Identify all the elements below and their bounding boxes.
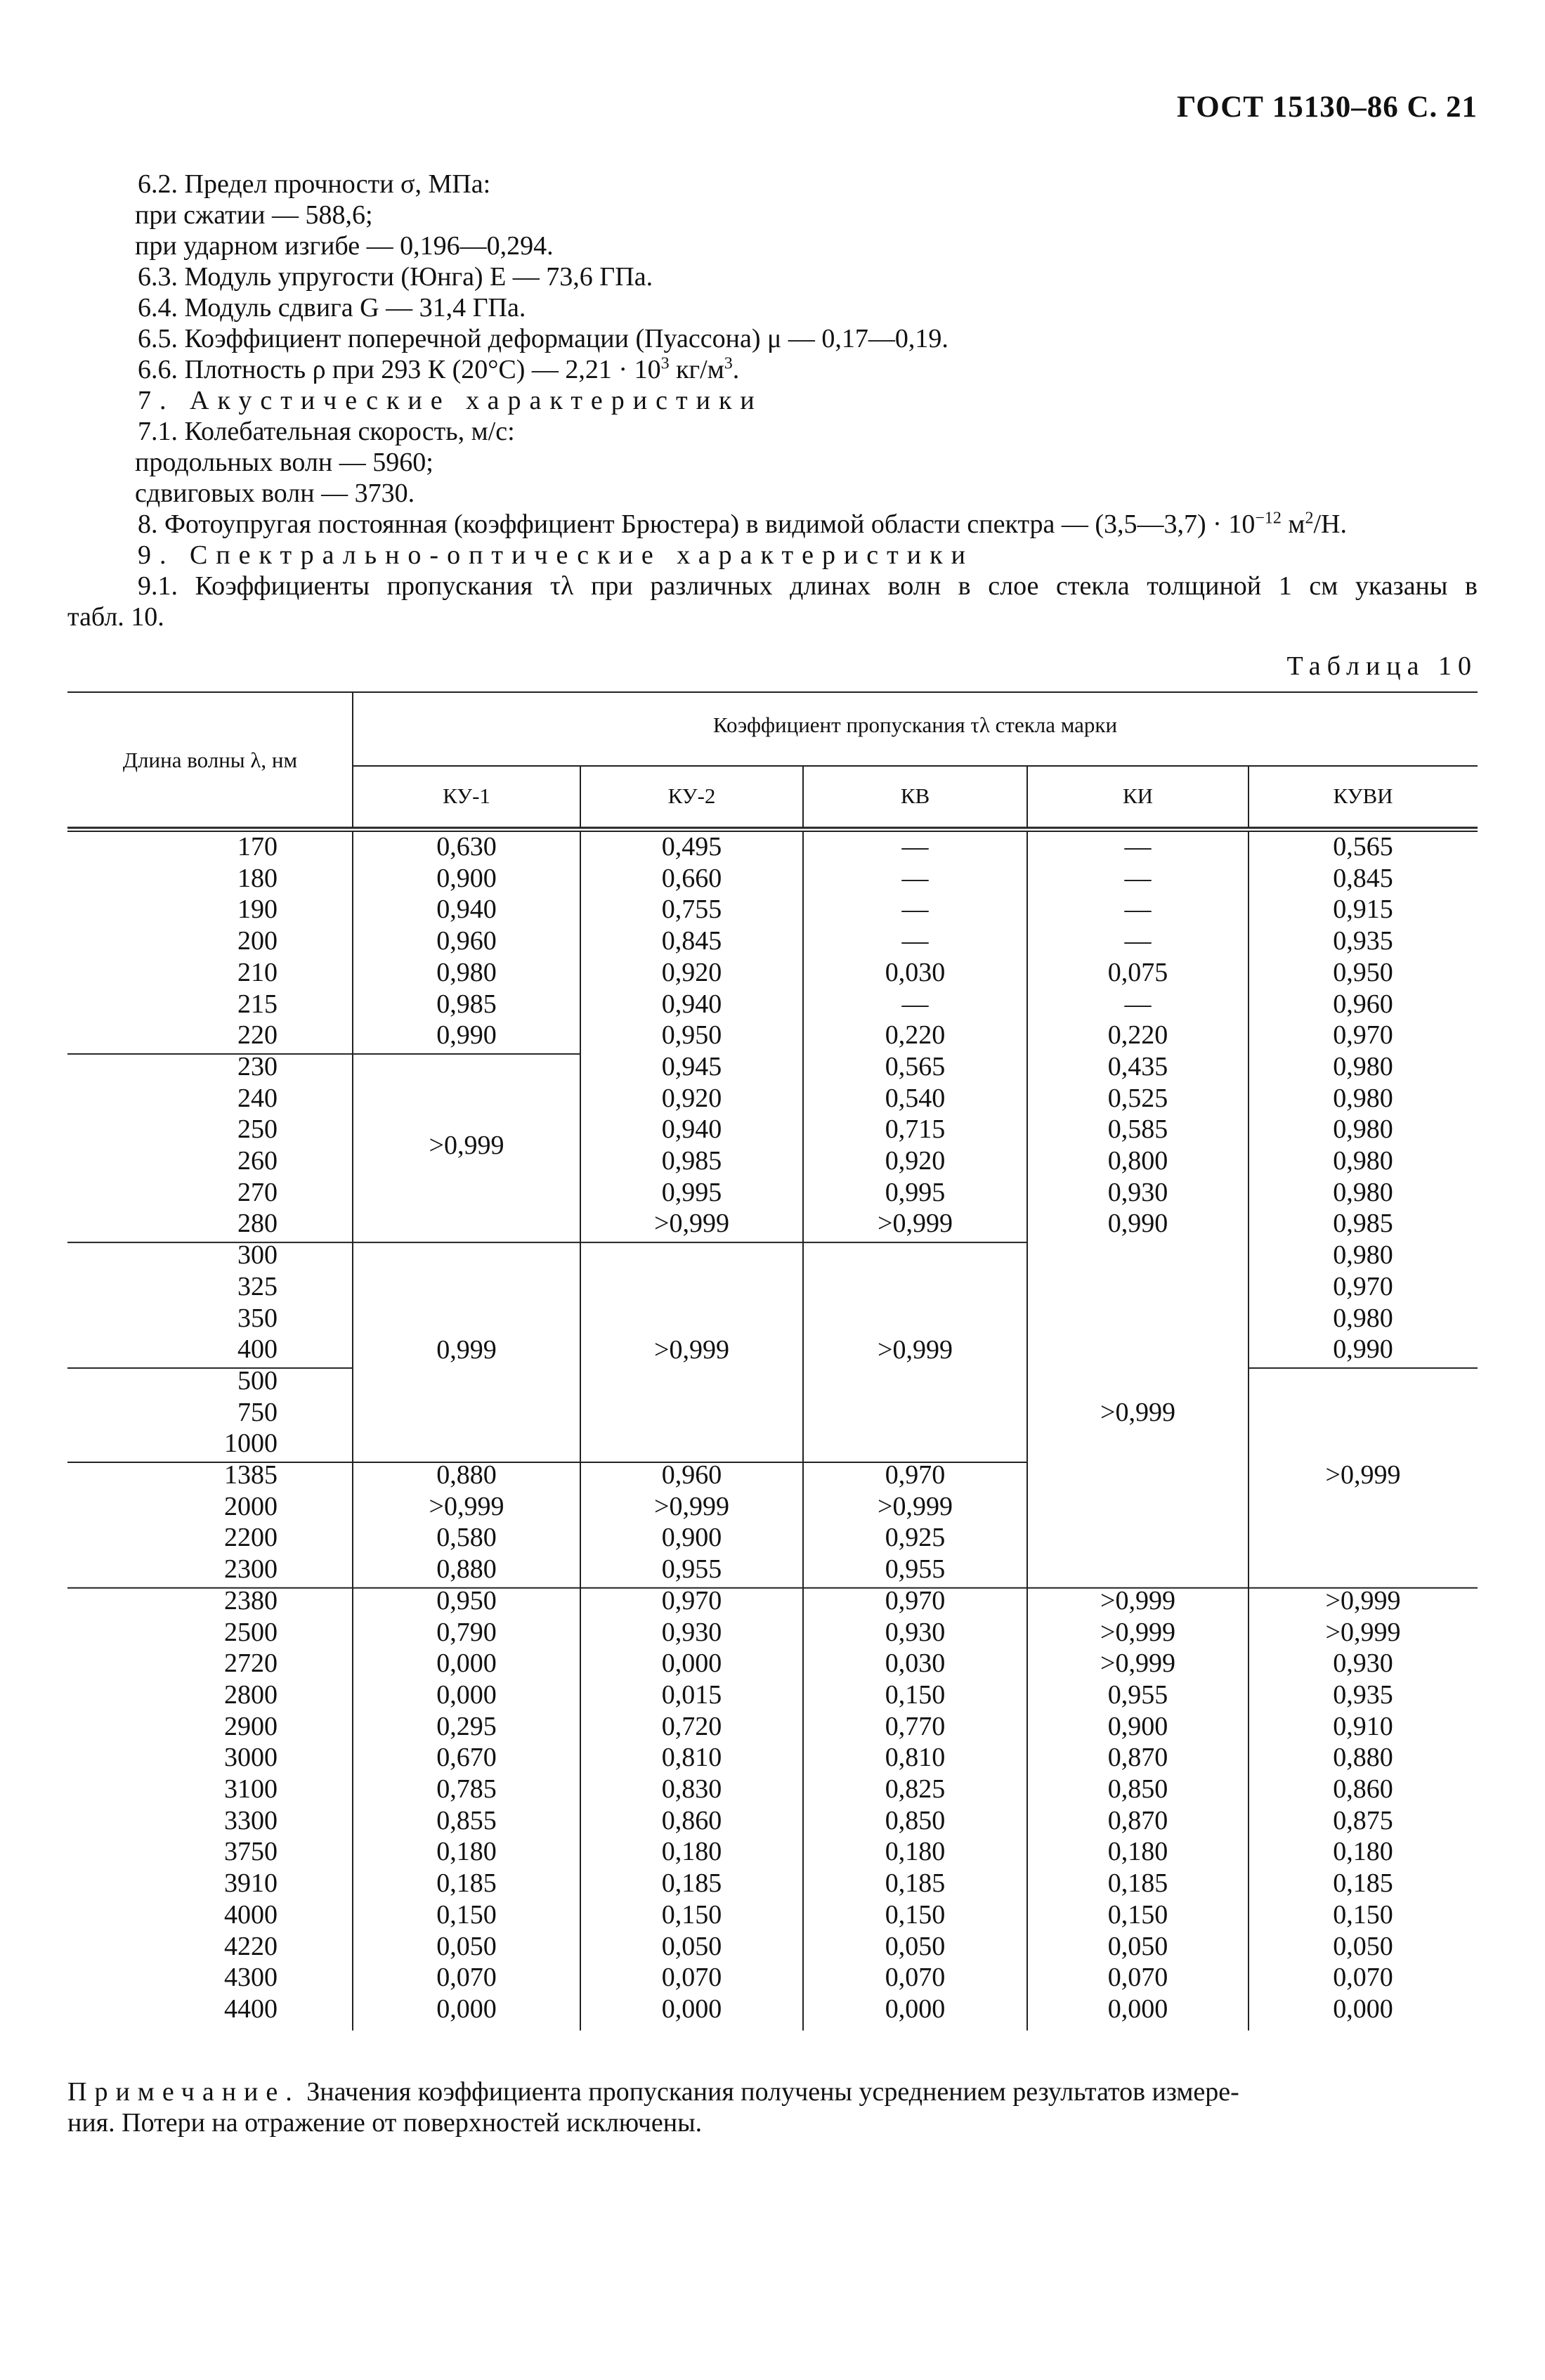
cell-ki: >0,999 xyxy=(1100,1649,1175,1679)
cell-kuvi: 0,880 xyxy=(1333,1743,1393,1773)
text-line: 6.4. Модуль сдвига G — 31,4 ГПа. xyxy=(138,293,526,323)
cell-ku1: 0,670 xyxy=(436,1743,497,1773)
cell-kuvi: 0,980 xyxy=(1333,1051,1393,1081)
cell-ku1-merged: 0,999 xyxy=(436,1334,497,1365)
cell-ku1: 0,950 xyxy=(436,1585,497,1615)
cell-ku1: 0,180 xyxy=(436,1837,497,1867)
cell-kv: 0,930 xyxy=(885,1617,946,1647)
cell-ku2: 0,050 xyxy=(661,1931,722,1961)
cell-ku2: 0,940 xyxy=(661,1114,722,1145)
cell-ku1: 0,880 xyxy=(436,1554,497,1585)
cell-kv: — xyxy=(901,926,929,956)
cell-ku2: 0,970 xyxy=(661,1585,722,1615)
cell-ku1: 0,990 xyxy=(436,1020,497,1051)
cell-kuvi: >0,999 xyxy=(1325,1617,1401,1647)
text-line: табл. 10. xyxy=(67,602,164,632)
cell-ku1: 0,000 xyxy=(436,1649,497,1679)
cell-ku1: 0,000 xyxy=(436,1994,497,2024)
wavelength-cell: 1385 xyxy=(224,1460,278,1490)
cell-kv: — xyxy=(901,989,929,1019)
cell-kv-merged: >0,999 xyxy=(878,1334,953,1365)
cell-kuvi: 0,980 xyxy=(1333,1240,1393,1270)
cell-ku2: 0,860 xyxy=(661,1805,722,1835)
cell-kuvi: 0,980 xyxy=(1333,1114,1393,1145)
cell-kv: 0,185 xyxy=(885,1868,946,1899)
cell-ki: 0,050 xyxy=(1107,1931,1168,1961)
cell-ki: 0,075 xyxy=(1107,957,1168,987)
wavelength-cell: 325 xyxy=(237,1271,278,1301)
cell-kv: 0,715 xyxy=(885,1114,946,1145)
wavelength-cell: 3300 xyxy=(224,1805,278,1835)
wavelength-cell: 4300 xyxy=(224,1963,278,1993)
header-grade-3: КВ xyxy=(900,783,930,808)
cell-ki: 0,000 xyxy=(1107,1994,1168,2024)
cell-kuvi: 0,935 xyxy=(1333,926,1393,956)
cell-ki: 0,185 xyxy=(1107,1868,1168,1899)
cell-kuvi: 0,935 xyxy=(1333,1679,1393,1710)
cell-ki: >0,999 xyxy=(1100,1617,1175,1647)
text-line: продольных волн — 5960; xyxy=(135,448,433,477)
wavelength-cell: 4000 xyxy=(224,1899,278,1930)
cell-kv: 0,070 xyxy=(885,1963,946,1993)
cell-ku2: 0,720 xyxy=(661,1711,722,1741)
cell-ku2: 0,000 xyxy=(661,1649,722,1679)
cell-ku2: 0,015 xyxy=(661,1679,722,1710)
cell-kuvi: 0,860 xyxy=(1333,1774,1393,1804)
cell-ku2: 0,940 xyxy=(661,989,722,1019)
cell-ku2: >0,999 xyxy=(654,1209,729,1239)
cell-kuvi: 0,185 xyxy=(1333,1868,1393,1899)
cell-ki: 0,585 xyxy=(1107,1114,1168,1145)
cell-kv: 0,925 xyxy=(885,1523,946,1553)
cell-ku1-merged: >0,999 xyxy=(429,1131,504,1160)
cell-kuvi: 0,910 xyxy=(1333,1711,1393,1741)
cell-ku1: 0,050 xyxy=(436,1931,497,1961)
text-line: 6.5. Коэффициент поперечной деформации (Пуассона) μ — 0,17—0,19. xyxy=(138,324,948,353)
cell-kv: 0,150 xyxy=(885,1899,946,1930)
cell-ki: — xyxy=(1124,895,1152,925)
text-line: 6.3. Модуль упругости (Юнга) E — 73,6 ГПа. xyxy=(138,262,653,292)
wavelength-cell: 400 xyxy=(237,1334,278,1365)
header-wavelength: Длина волны λ, нм xyxy=(122,748,298,772)
cell-kv: 0,770 xyxy=(885,1711,946,1741)
cell-kuvi: 0,980 xyxy=(1333,1146,1393,1176)
cell-ki: — xyxy=(1124,863,1152,893)
section-heading: 9. Спектрально-оптические характеристики xyxy=(138,540,974,570)
cell-kuvi-merged: >0,999 xyxy=(1325,1460,1401,1490)
wavelength-cell: 3000 xyxy=(224,1743,278,1773)
wavelength-cell: 180 xyxy=(237,863,278,893)
cell-ku2: 0,985 xyxy=(661,1146,722,1176)
cell-kv: 0,825 xyxy=(885,1774,946,1804)
cell-ku2: 0,920 xyxy=(661,957,722,987)
cell-ku2: 0,945 xyxy=(661,1051,722,1081)
cell-ki: 0,525 xyxy=(1107,1083,1168,1113)
note-text-2: ния. Потери на отражение от поверхностей исключены. xyxy=(67,2108,703,2138)
cell-ku2: 0,930 xyxy=(661,1617,722,1647)
wavelength-cell: 240 xyxy=(237,1083,278,1113)
cell-ku1: 0,980 xyxy=(436,957,497,987)
wavelength-cell: 2200 xyxy=(224,1523,278,1553)
cell-kv: 0,180 xyxy=(885,1837,946,1867)
wavelength-cell: 750 xyxy=(237,1397,278,1427)
cell-ki: 0,930 xyxy=(1107,1177,1168,1207)
cell-kuvi: 0,985 xyxy=(1333,1209,1393,1239)
cell-ki: 0,990 xyxy=(1107,1209,1168,1239)
cell-ku2: 0,180 xyxy=(661,1837,722,1867)
section-heading: 7. Акустические характеристики xyxy=(138,386,763,415)
wavelength-cell: 260 xyxy=(237,1146,278,1176)
cell-ki: 0,955 xyxy=(1107,1679,1168,1710)
wavelength-cell: 2720 xyxy=(224,1649,278,1679)
header-grade-4: КИ xyxy=(1122,783,1154,808)
cell-ku1: 0,070 xyxy=(436,1963,497,1993)
cell-ku1: >0,999 xyxy=(429,1491,504,1521)
cell-ku2: 0,185 xyxy=(661,1868,722,1899)
cell-ki: 0,870 xyxy=(1107,1805,1168,1835)
cell-kv: — xyxy=(901,895,929,925)
cell-ku2: 0,830 xyxy=(661,1774,722,1804)
cell-kv: 0,920 xyxy=(885,1146,946,1176)
wavelength-cell: 2000 xyxy=(224,1491,278,1521)
cell-ku2: >0,999 xyxy=(654,1491,729,1521)
text-line: 7.1. Колебательная скорость, м/с: xyxy=(138,417,515,446)
wavelength-cell: 230 xyxy=(237,1051,278,1081)
cell-ku1: 0,855 xyxy=(436,1805,497,1835)
cell-kuvi: 0,970 xyxy=(1333,1271,1393,1301)
cell-kuvi: 0,875 xyxy=(1333,1805,1393,1835)
wavelength-cell: 2900 xyxy=(224,1711,278,1741)
cell-kuvi: 0,915 xyxy=(1333,895,1393,925)
wavelength-cell: 3750 xyxy=(224,1837,278,1867)
cell-ki: — xyxy=(1124,832,1152,861)
cell-kuvi: 0,000 xyxy=(1333,1994,1393,2024)
cell-kuvi: 0,950 xyxy=(1333,957,1393,987)
cell-ki: 0,435 xyxy=(1107,1051,1168,1081)
cell-ki: >0,999 xyxy=(1100,1585,1175,1615)
wavelength-cell: 170 xyxy=(237,832,278,861)
cell-ki: 0,220 xyxy=(1107,1020,1168,1051)
cell-kv: — xyxy=(901,832,929,861)
cell-ku2: 0,070 xyxy=(661,1963,722,1993)
cell-kv: 0,000 xyxy=(885,1994,946,2024)
cell-kv: 0,995 xyxy=(885,1177,946,1207)
header-grade-1: КУ-1 xyxy=(443,783,490,808)
cell-ku1: 0,000 xyxy=(436,1679,497,1710)
cell-ku1: 0,985 xyxy=(436,989,497,1019)
cell-ku1: 0,940 xyxy=(436,895,497,925)
cell-kv: 0,220 xyxy=(885,1020,946,1051)
wavelength-cell: 250 xyxy=(237,1114,278,1145)
cell-kv: 0,850 xyxy=(885,1805,946,1835)
cell-ki: — xyxy=(1124,926,1152,956)
cell-ku1: 0,295 xyxy=(436,1711,497,1741)
cell-kv: 0,955 xyxy=(885,1554,946,1585)
wavelength-cell: 270 xyxy=(237,1177,278,1207)
cell-kv: 0,970 xyxy=(885,1585,946,1615)
cell-ku2: 0,950 xyxy=(661,1020,722,1051)
cell-ku2: 0,955 xyxy=(661,1554,722,1585)
cell-ku2: 0,150 xyxy=(661,1899,722,1930)
cell-ki-merged: >0,999 xyxy=(1100,1397,1175,1427)
cell-kv: 0,150 xyxy=(885,1679,946,1710)
cell-kv: 0,540 xyxy=(885,1083,946,1113)
wavelength-cell: 220 xyxy=(237,1020,278,1051)
wavelength-cell: 4220 xyxy=(224,1931,278,1961)
wavelength-cell: 3910 xyxy=(224,1868,278,1899)
note-label: Примечание. xyxy=(67,2077,300,2107)
cell-ki: 0,150 xyxy=(1107,1899,1168,1930)
header-grade-5: КУВИ xyxy=(1333,783,1393,808)
cell-kuvi: 0,990 xyxy=(1333,1334,1393,1365)
cell-ku2: 0,845 xyxy=(661,926,722,956)
header-grade-2: КУ-2 xyxy=(667,783,716,808)
wavelength-cell: 200 xyxy=(237,926,278,956)
cell-kuvi: 0,960 xyxy=(1333,989,1393,1019)
cell-ku1: 0,960 xyxy=(436,926,497,956)
cell-kv: 0,030 xyxy=(885,1649,946,1679)
cell-kuvi: 0,930 xyxy=(1333,1649,1393,1679)
cell-ku2-merged: >0,999 xyxy=(654,1334,729,1365)
cell-ku1: 0,790 xyxy=(436,1617,497,1647)
wavelength-cell: 3100 xyxy=(224,1774,278,1804)
text-line: сдвиговых волн — 3730. xyxy=(135,479,415,508)
note xyxy=(67,2076,1478,2138)
cell-kuvi: 0,150 xyxy=(1333,1899,1393,1930)
cell-ku2: 0,960 xyxy=(661,1460,722,1490)
cell-ku2: 0,920 xyxy=(661,1083,722,1113)
cell-kv: 0,050 xyxy=(885,1931,946,1961)
cell-ki: 0,070 xyxy=(1107,1963,1168,1993)
text-line: 6.6. Плотность ρ при 293 К (20°С) — $2,21 \cdot 10^3$ $кг/м^3$. xyxy=(138,354,740,384)
text-line: 6.2. Предел прочности σ, МПа: xyxy=(138,169,491,199)
cell-kuvi: 0,980 xyxy=(1333,1083,1393,1113)
cell-kv: >0,999 xyxy=(878,1209,953,1239)
cell-ku1: 0,880 xyxy=(436,1460,497,1490)
table-title: Таблица 10 xyxy=(1286,651,1478,681)
wavelength-cell: 280 xyxy=(237,1209,278,1239)
cell-kuvi: 0,980 xyxy=(1333,1303,1393,1333)
wavelength-cell: 2380 xyxy=(224,1585,278,1615)
wavelength-cell: 2500 xyxy=(224,1617,278,1647)
cell-kv: 0,810 xyxy=(885,1743,946,1773)
cell-kv: 0,565 xyxy=(885,1051,946,1081)
wavelength-cell: 215 xyxy=(237,989,278,1019)
cell-kv: 0,030 xyxy=(885,957,946,987)
cell-ku1: 0,185 xyxy=(436,1868,497,1899)
cell-ku2: 0,810 xyxy=(661,1743,722,1773)
cell-ku2: 0,755 xyxy=(661,895,722,925)
wavelength-cell: 210 xyxy=(237,957,278,987)
cell-ku1: 0,900 xyxy=(436,863,497,893)
cell-ku2: 0,995 xyxy=(661,1177,722,1207)
cell-kuvi: 0,845 xyxy=(1333,863,1393,893)
cell-ku1: 0,580 xyxy=(436,1523,497,1553)
cell-kuvi: 0,070 xyxy=(1333,1963,1393,1993)
cell-kuvi: >0,999 xyxy=(1325,1585,1401,1615)
cell-ku2: 0,000 xyxy=(661,1994,722,2024)
cell-ku1: 0,785 xyxy=(436,1774,497,1804)
wavelength-cell: 500 xyxy=(237,1365,278,1396)
text-line: 8. Фотоупругая постоянная (коэффициент Брюстера) в видимой области спектра — (3,5—3,7) · $10^{-12}$ $м^2/Н$. xyxy=(138,509,1347,539)
header-group: Коэффициент пропускания τλ стекла марки xyxy=(712,713,1118,737)
cell-kuvi: 0,565 xyxy=(1333,832,1393,861)
text-line: 9.1. Коэффициенты пропускания τλ при различных длинах волн в слое стекла толщиной 1 см указаны в xyxy=(138,571,1478,601)
cell-ku2: 0,900 xyxy=(661,1523,722,1553)
wavelength-cell: 1000 xyxy=(224,1429,278,1459)
wavelength-cell: 190 xyxy=(237,895,278,925)
text-line: при ударном изгибе — 0,196—0,294. xyxy=(135,231,554,261)
note-text: Значения коэффициента пропускания получены усреднением результатов измере- xyxy=(299,2077,1239,2107)
wavelength-cell: 2300 xyxy=(224,1554,278,1585)
cell-ku2: 0,495 xyxy=(661,832,722,861)
cell-kuvi: 0,050 xyxy=(1333,1931,1393,1961)
cell-ki: 0,800 xyxy=(1107,1146,1168,1176)
cell-ki: — xyxy=(1124,989,1152,1019)
cell-ku2: 0,660 xyxy=(661,863,722,893)
page-header: ГОСТ 15130–86 С. 21 xyxy=(1176,91,1478,124)
cell-ki: 0,870 xyxy=(1107,1743,1168,1773)
cell-kuvi: 0,180 xyxy=(1333,1837,1393,1867)
cell-ku1: 0,150 xyxy=(436,1899,497,1930)
cell-kv: >0,999 xyxy=(878,1491,953,1521)
wavelength-cell: 350 xyxy=(237,1303,278,1333)
text-line: при сжатии — 588,6; xyxy=(135,200,373,230)
wavelength-cell: 300 xyxy=(237,1240,278,1270)
cell-kv: 0,970 xyxy=(885,1460,946,1490)
cell-kuvi: 0,970 xyxy=(1333,1020,1393,1051)
wavelength-cell: 2800 xyxy=(224,1679,278,1710)
cell-ku1: 0,630 xyxy=(436,832,497,861)
cell-ki: 0,180 xyxy=(1107,1837,1168,1867)
wavelength-cell: 4400 xyxy=(224,1994,278,2024)
cell-kv: — xyxy=(901,863,929,893)
cell-kuvi: 0,980 xyxy=(1333,1177,1393,1207)
cell-ki: 0,850 xyxy=(1107,1774,1168,1804)
cell-ki: 0,900 xyxy=(1107,1711,1168,1741)
